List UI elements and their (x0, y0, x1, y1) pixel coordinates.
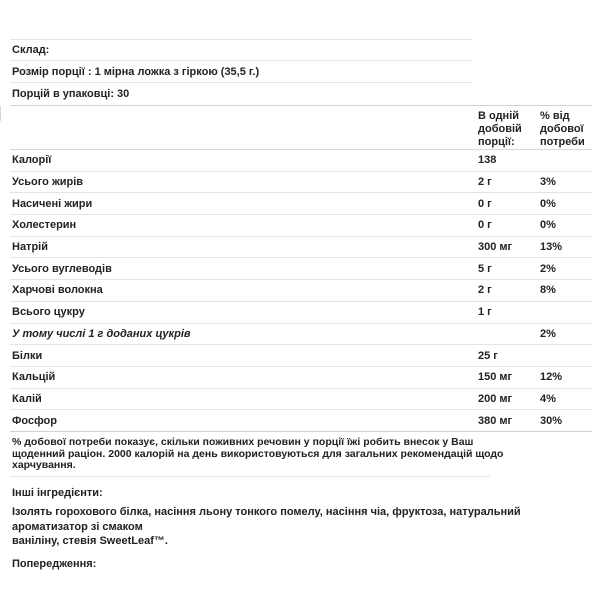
nutrient-amount: 0 г (478, 197, 492, 210)
footnote-line: щоденний раціон. 2000 калорій на день використовуються для загальних рекомендацій щодо (12, 447, 504, 460)
ingredients-label: Склад: (12, 44, 50, 56)
table-row (10, 215, 592, 237)
nutrient-name: Харчові волокна (12, 284, 103, 297)
nutrient-amount: 200 мг (478, 392, 513, 405)
table-row (10, 367, 592, 389)
nutrient-amount: 1 г (478, 306, 492, 319)
nutrient-daily-value: 0% (540, 197, 556, 210)
table-row (10, 410, 592, 432)
nutrient-name: Холестерин (12, 219, 77, 232)
nutrient-name: Усього вуглеводів (12, 262, 112, 275)
table-row (10, 150, 592, 172)
other-ingredients-heading: Інші інгредієнти: (12, 487, 103, 500)
other-ingredients-line: Ізолять горохового білка, насіння льону тонкого помелу, насіння чіа, фруктоза, натуральний ароматизатор зі смаком (12, 506, 521, 533)
nutrient-daily-value: 0% (540, 219, 556, 232)
table-row (10, 324, 592, 346)
nutrient-name: Усього жирів (12, 176, 84, 189)
nutrient-daily-value: 2% (540, 262, 556, 275)
header-spacer (10, 110, 478, 149)
table-row (10, 280, 592, 302)
table-row (10, 258, 592, 280)
nutrient-amount: 380 мг (478, 414, 513, 427)
footnote-divider (10, 476, 490, 477)
table-row (10, 345, 592, 367)
nutrient-amount: 2 г (478, 176, 492, 189)
ingredients-label-row (10, 39, 473, 61)
table-header-row (10, 106, 592, 150)
column-header-amount: В одній добовій порції: (478, 110, 522, 148)
table-row (10, 302, 592, 324)
column-header-daily-value: % від добової потреби (540, 110, 585, 148)
table-row (10, 172, 592, 194)
table-row (10, 193, 592, 215)
left-edge-divider (0, 106, 1, 121)
nutrient-name: Насичені жири (12, 197, 93, 210)
nutrient-daily-value: 4% (540, 392, 556, 405)
nutrient-amount: 138 (478, 154, 497, 167)
nutrient-daily-value: 30% (540, 414, 563, 427)
nutrient-daily-value: 13% (540, 241, 563, 254)
footnote-line: % добової потреби показує, скільки поживних речовин у порції їжі робить внесок у Ваш (12, 435, 474, 448)
serving-size-text: Розмір порції : 1 мірна ложка з гіркою (35,5 г.) (12, 65, 260, 78)
nutrient-daily-value: 12% (540, 371, 563, 384)
panel-content (10, 39, 592, 570)
table-row (10, 237, 592, 259)
nutrient-daily-value: 3% (540, 176, 556, 189)
footnote-line: харчування. (12, 459, 76, 472)
nutrient-amount: 2 г (478, 284, 492, 297)
nutrient-name: У тому числі 1 г доданих цукрів (12, 327, 191, 340)
nutrient-name: Всього цукру (12, 306, 85, 319)
table-row (10, 389, 592, 411)
nutrient-name: Кальцій (12, 371, 56, 384)
nutrient-amount: 25 г (478, 349, 498, 362)
other-ingredients-text (10, 505, 590, 549)
servings-per-container-row (10, 83, 473, 105)
nutrient-name: Калій (12, 392, 42, 405)
nutrient-amount: 150 мг (478, 371, 513, 384)
nutrient-name: Білки (12, 349, 43, 362)
servings-per-container-text: Порцій в упаковці: 30 (12, 88, 130, 100)
nutrient-name: Фосфор (12, 414, 57, 427)
nutrient-name: Натрій (12, 241, 48, 254)
nutrient-daily-value: 2% (540, 327, 556, 340)
serving-size-row (10, 61, 473, 83)
nutrient-name: Калорії (12, 154, 52, 167)
nutrition-table (10, 105, 592, 432)
nutrient-amount: 300 мг (478, 241, 513, 254)
nutrient-daily-value: 8% (540, 284, 556, 297)
warnings-heading: Попередження: (12, 557, 97, 570)
nutrient-amount: 5 г (478, 262, 492, 275)
nutrient-amount: 0 г (478, 219, 492, 232)
other-ingredients-line: ваніліну, стевія SweetLeaf™. (12, 535, 168, 548)
daily-value-footnote (10, 437, 514, 472)
